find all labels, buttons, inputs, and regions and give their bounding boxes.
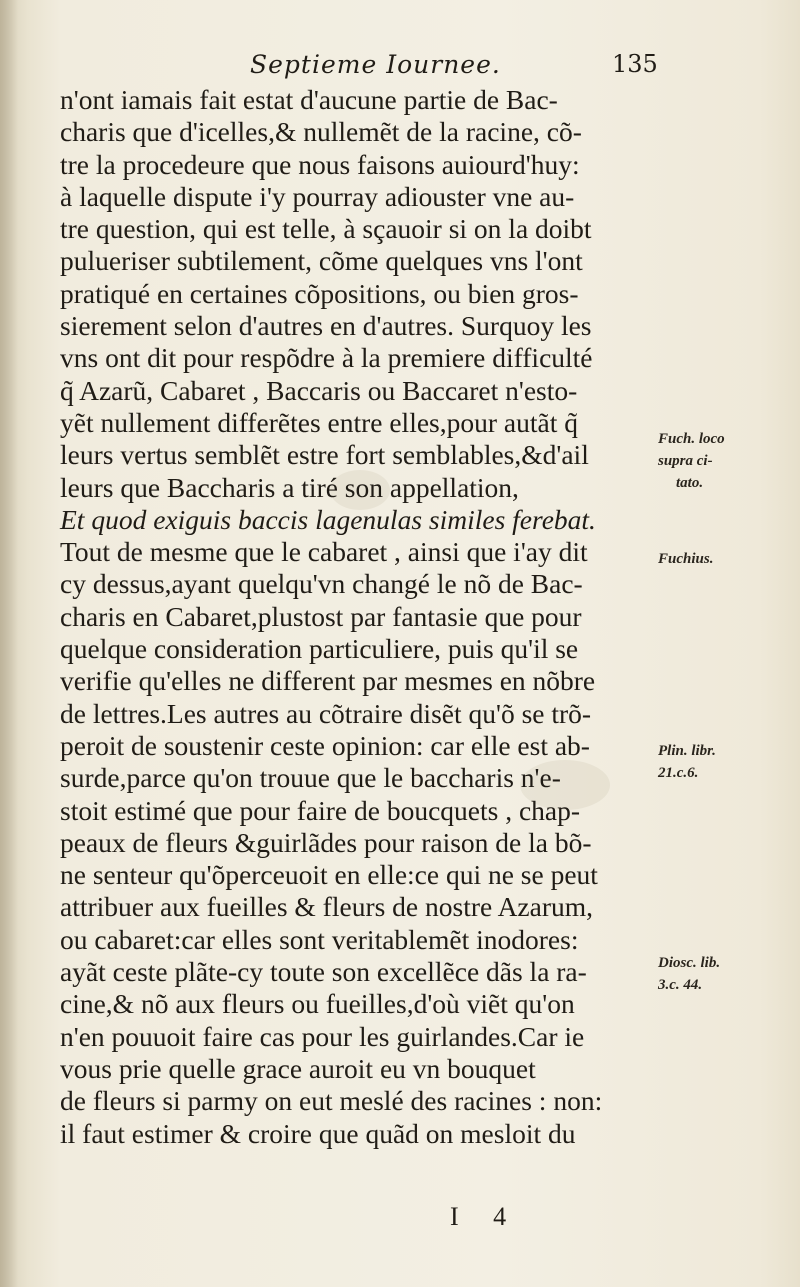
- text-line: peaux de fleurs &guirlãdes pour raison de la bõ-: [60, 826, 592, 858]
- text-line: ou cabaret:car elles sont veritablemẽt inodores:: [60, 923, 579, 955]
- text-line: de fleurs si parmy on eut meslé des racines : non:: [60, 1085, 603, 1117]
- text-line: pratiqué en certaines cõpositions, ou bien gros-: [60, 277, 579, 309]
- text-line: peroit de soustenir ceste opinion: car elle est ab-: [60, 729, 590, 761]
- text-line: à laquelle dispute i'y pourray adiouster vne au-: [60, 180, 575, 212]
- text-line: charis que d'icelles,& nullemẽt de la racine, cõ-: [60, 116, 582, 148]
- text-line: charis en Cabaret,plustost par fantasie que pour: [60, 600, 582, 632]
- text-line: leurs vertus semblẽt estre fort semblables,&d'ail: [60, 439, 589, 471]
- text-line: tre la procedeure que nous faisons auiourd'huy:: [60, 148, 580, 180]
- margin-note-fuchsius-loco: [658, 428, 798, 494]
- margin-note-line: Plin. libr.: [658, 743, 716, 759]
- text-line: n'ont iamais fait estat d'aucune partie de Bac-: [60, 84, 558, 115]
- text-line: ne senteur qu'õperceuoit en elle:ce qui ne se peut: [60, 859, 598, 891]
- signature-mark: I 4: [450, 1202, 521, 1231]
- margin-note-line: 3.c. 44.: [658, 977, 703, 993]
- margin-note-line: Fuch. loco: [658, 431, 725, 447]
- margin-note-line: tato.: [676, 475, 704, 491]
- running-head: [250, 48, 660, 82]
- text-line: il faut estimer & croire que quãd on mesloit du: [60, 1117, 576, 1149]
- page-number: 135: [612, 50, 658, 78]
- margin-note-line: supra ci-: [658, 453, 713, 469]
- margin-note-line: 21.c.6.: [658, 765, 699, 781]
- text-line: surde,parce qu'on trouue que le baccharis n'e-: [60, 762, 561, 794]
- text-line: sierement selon d'autres en d'autres. Surquoy les: [60, 310, 592, 342]
- text-line: q̃ Azarũ, Cabaret , Baccaris ou Baccaret n'esto-: [60, 374, 578, 406]
- text-line: cy dessus,ayant quelqu'vn changé le nõ de Bac-: [60, 568, 583, 600]
- text-line: de lettres.Les autres au cõtraire disẽt qu'õ se trõ-: [60, 697, 592, 729]
- text-line: n'en pouuoit faire cas pour les guirlandes.Car ie: [60, 1020, 585, 1052]
- text-line: attribuer aux fueilles & fleurs de nostre Azarum,: [60, 891, 594, 923]
- text-line: pulueriser subtilement, cõme quelques vns l'ont: [60, 245, 583, 277]
- running-title: Septieme Iournee.: [250, 50, 501, 79]
- text-line: vous prie quelle grace auroit eu vn bouquet: [60, 1052, 536, 1084]
- margin-note-line: Diosc. lib.: [658, 955, 721, 971]
- text-line: Tout de mesme que le cabaret , ainsi que i'ay dit: [60, 536, 588, 568]
- text-line: leurs que Baccharis a tiré son appellation,: [60, 471, 519, 503]
- text-line: quelque consideration particuliere, puis qu'il se: [60, 633, 579, 665]
- margin-note-plinius: [658, 740, 798, 784]
- text-line: ayãt ceste plãte-cy toute son excellẽce dãs la ra-: [60, 956, 587, 988]
- text-line: vns ont dit pour respõdre à la premiere difficulté: [60, 342, 593, 374]
- margin-note-line: Fuchius.: [658, 551, 714, 567]
- text-line: stoit estimé que pour faire de boucquets , chap-: [60, 794, 581, 826]
- text-line: yẽt nullement differẽtes entre elles,pour autãt q̃: [60, 406, 578, 438]
- text-line: verifie qu'elles ne different par mesmes en nõbre: [60, 665, 596, 697]
- body-text: [60, 84, 655, 1150]
- page-gutter-shadow: [0, 0, 18, 1287]
- text-line: Et quod exiguis baccis lagenulas similes ferebat.: [60, 503, 596, 535]
- text-line: tre question, qui est telle, à sçauoir si on la doibt: [60, 213, 592, 245]
- text-line: cine,& nõ aux fleurs ou fueilles,d'où viẽt qu'on: [60, 988, 575, 1020]
- margin-note-fuchsius: [658, 548, 798, 570]
- margin-note-dioscorides: [658, 952, 798, 996]
